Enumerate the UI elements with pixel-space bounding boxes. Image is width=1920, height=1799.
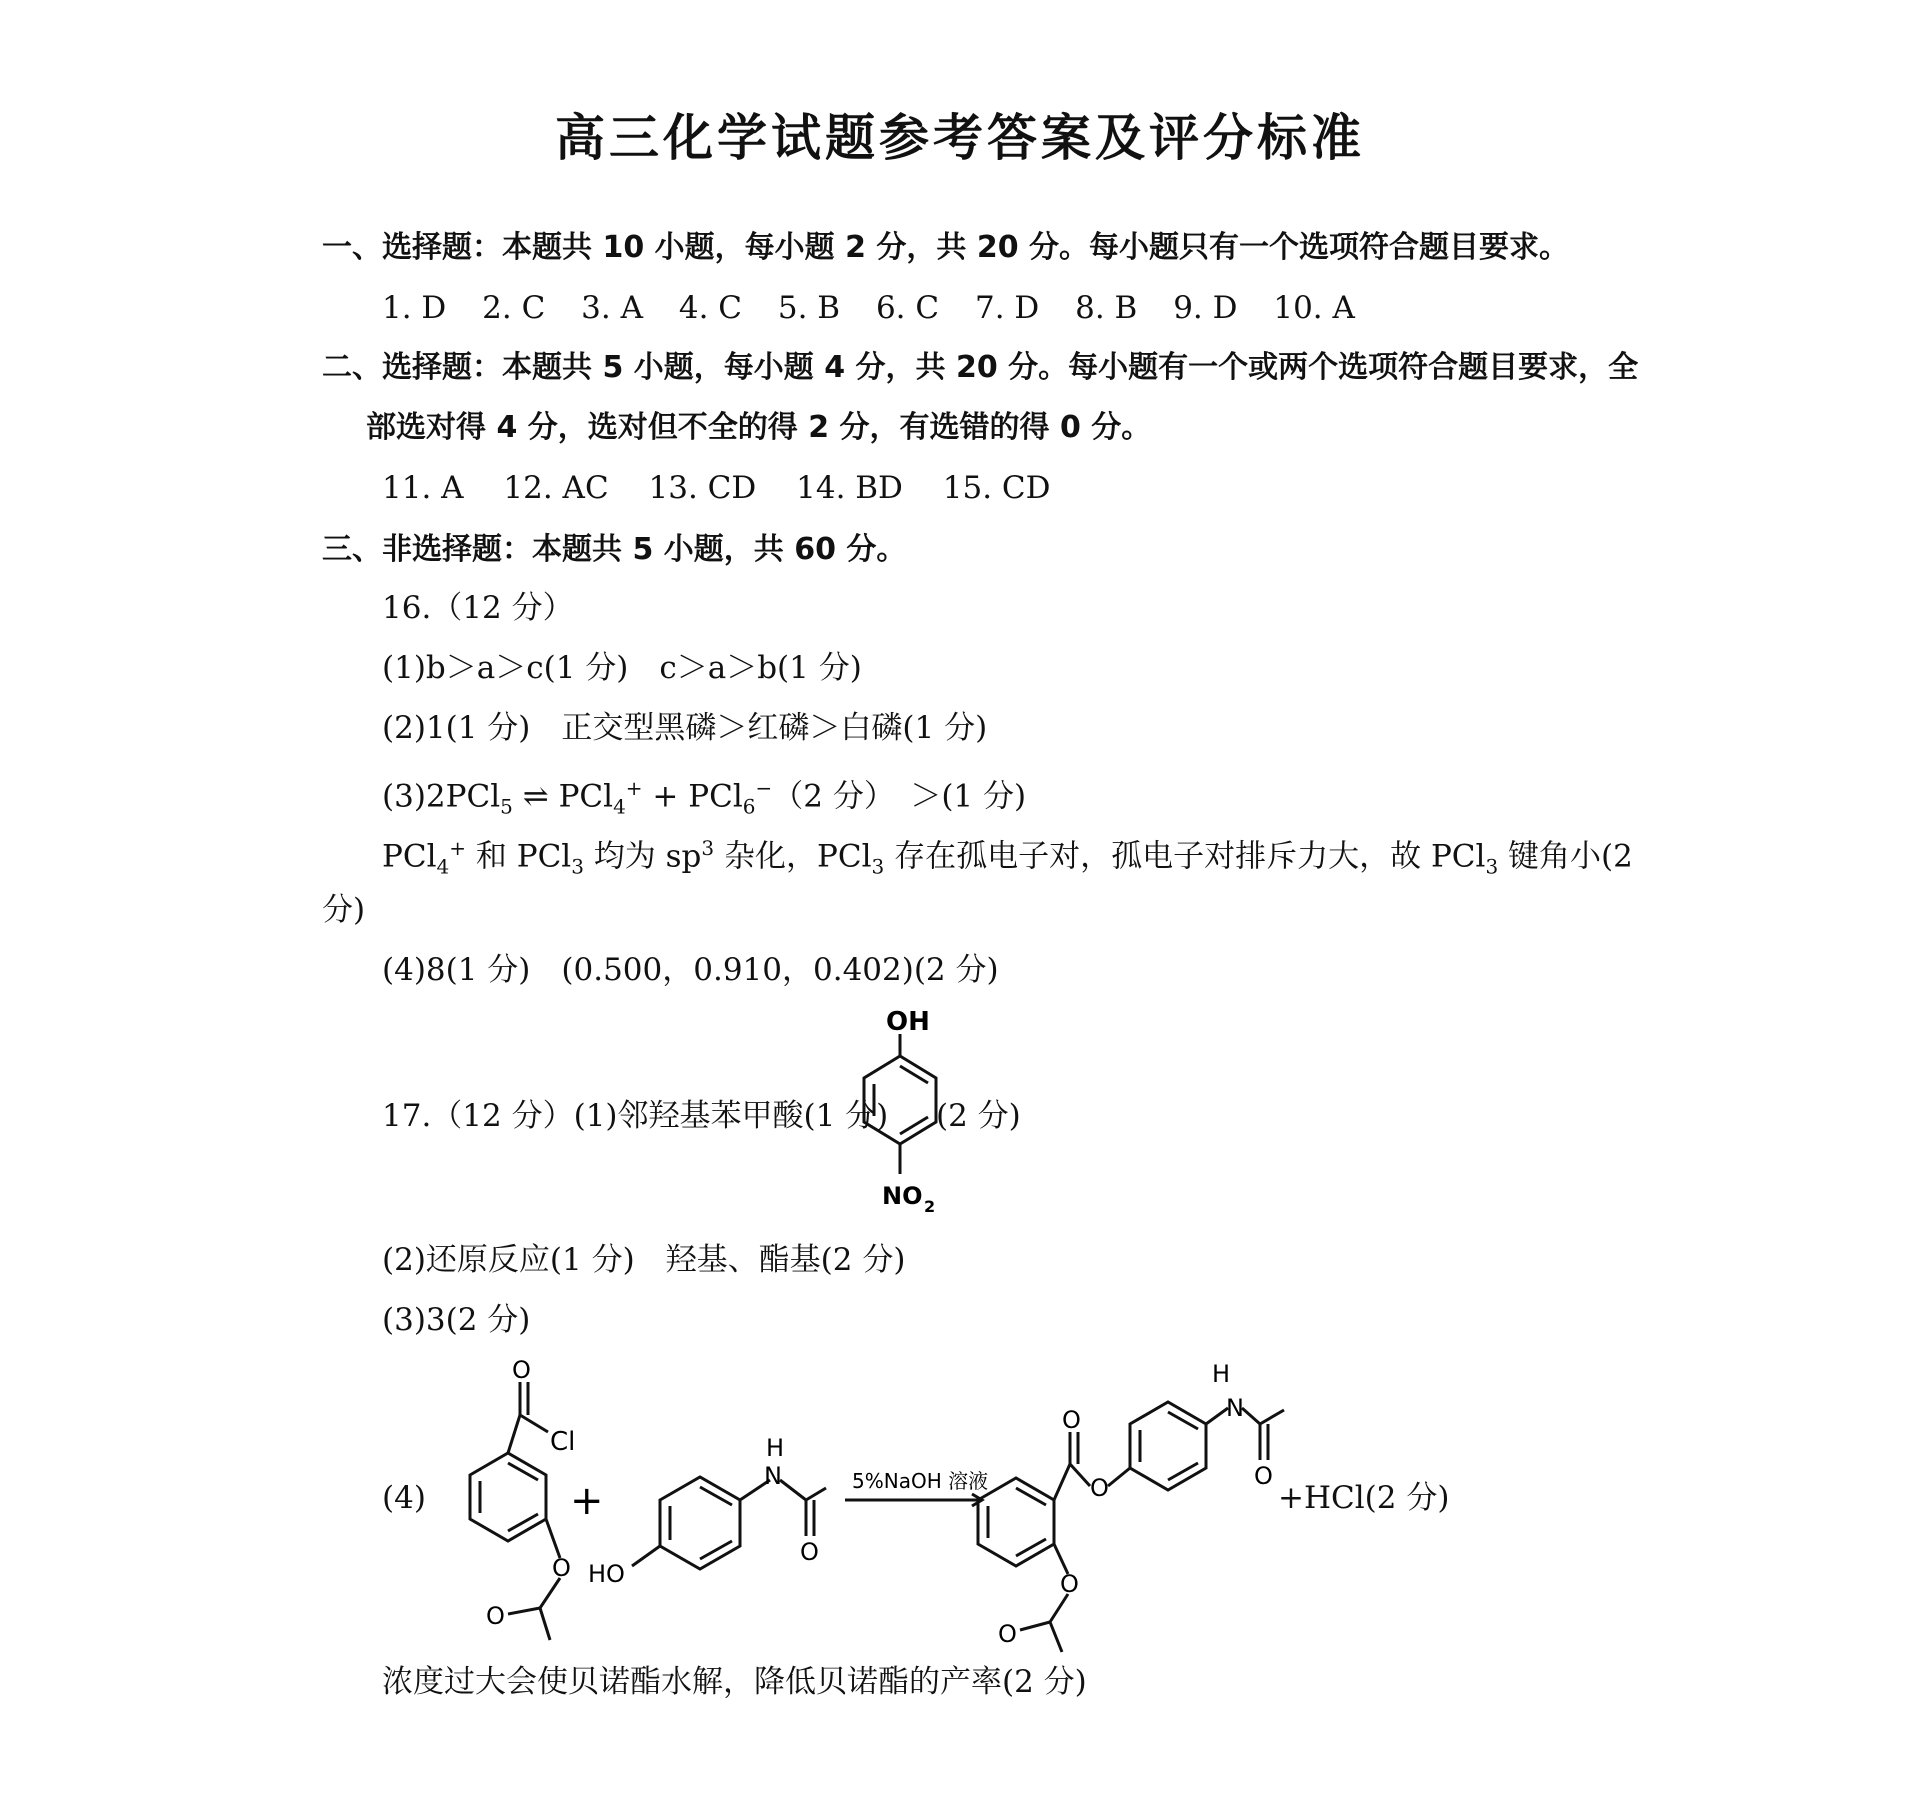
atom-ho-label: HO <box>588 1560 625 1588</box>
exp-sub: 4 <box>436 854 450 879</box>
q17-part4-note: 浓度过大会使贝诺酯水解，降低贝诺酯的产率(2 分) <box>382 1664 1087 1700</box>
section3-header: 三、非选择题：本题共 5 小题，共 60 分。 <box>322 532 907 567</box>
q17-part2: (2)还原反应(1 分) 羟基、酯基(2 分) <box>382 1242 906 1278</box>
eq-text: PCl <box>558 778 614 815</box>
eq-text: (3)2PCl <box>382 778 501 815</box>
q17-part4-product-tail: +HCl(2 分) <box>1278 1480 1450 1516</box>
exp-text: 存在孤电子对，孤电子对排斥力大，故 PCl <box>884 838 1486 875</box>
eq-text: （2 分） ＞(1 分) <box>772 778 1027 815</box>
atom-h-label: H <box>766 1434 785 1462</box>
eq-sup: − <box>755 776 773 800</box>
answer-item: 3. A <box>581 290 643 326</box>
atom-o-label: O <box>1060 1570 1079 1598</box>
answer-item: 9. D <box>1173 290 1238 326</box>
answer-item: 2. C <box>482 290 546 326</box>
atom-o-label: O <box>1254 1462 1273 1490</box>
no2-label: NO <box>882 1182 923 1210</box>
exp-sub: 3 <box>1485 854 1499 879</box>
q16-part1: (1)b＞a＞c(1 分) c＞a＞b(1 分) <box>382 650 862 686</box>
answer-item: 15. CD <box>942 470 1051 506</box>
answer-item: 6. C <box>875 290 940 326</box>
atom-o-label: O <box>998 1620 1017 1648</box>
oh-label: OH <box>886 1007 930 1037</box>
q16-title: 16.（12 分） <box>382 590 574 626</box>
q16-part3-explanation <box>382 828 1633 887</box>
exp-text: 键角小(2 <box>1498 838 1633 875</box>
eq-sup: + <box>625 776 643 800</box>
answer-item: 1. D <box>382 290 447 326</box>
section1-answers <box>382 288 1381 328</box>
atom-cl-label: Cl <box>550 1427 576 1457</box>
atom-o-label: O <box>486 1602 505 1630</box>
exp-sup: 3 <box>701 836 715 860</box>
exp-text: 均为 sp <box>583 838 702 875</box>
answer-item: 12. AC <box>503 470 609 506</box>
page-title: 高三化学试题参考答案及评分标准 <box>555 109 1365 167</box>
atom-o-label: O <box>512 1356 531 1384</box>
atom-o-label: O <box>1090 1474 1109 1502</box>
q16-part4: (4)8(1 分) (0.500，0.910，0.402)(2 分) <box>382 952 999 988</box>
exp-text: 和 PCl <box>466 838 572 875</box>
section2-header-line1: 二、选择题：本题共 5 小题，每小题 4 分，共 20 分。每小题有一个或两个选项符合题目要求，全 <box>322 350 1639 385</box>
section2-answers <box>382 468 1081 508</box>
acid-chloride-structure <box>470 1382 560 1640</box>
reaction-conditions: 5%NaOH 溶液 <box>852 1469 989 1493</box>
answer-item: 13. CD <box>648 470 757 506</box>
q16-part3-equation <box>382 768 1026 827</box>
section2-header-line2: 部选对得 4 分，选对但不全的得 2 分，有选错的得 0 分。 <box>366 410 1152 445</box>
exp-sub: 3 <box>871 854 885 879</box>
p-nitrophenol-structure <box>850 1008 950 1228</box>
eq-sub: 5 <box>500 794 513 819</box>
q16-part3-continuation: 分) <box>322 892 366 928</box>
atom-h-label: H <box>1212 1360 1231 1388</box>
exp-sup: + <box>449 836 466 860</box>
no2-subscript: 2 <box>924 1197 936 1216</box>
exp-text: PCl <box>382 838 437 875</box>
q17-part1-score: (2 分) <box>936 1098 1021 1134</box>
benorilate-structure <box>978 1402 1284 1652</box>
answer-item: 14. BD <box>796 470 903 506</box>
answer-item: 5. B <box>777 290 841 326</box>
equilibrium-arrow: ⇌ <box>512 778 559 815</box>
paracetamol-structure <box>632 1477 826 1569</box>
atom-o-label: O <box>1062 1406 1081 1434</box>
exp-text: 杂化，PCl <box>714 838 872 875</box>
atom-o-label: O <box>552 1554 571 1582</box>
atom-o-label: O <box>800 1538 819 1566</box>
q16-part2: (2)1(1 分) 正交型黑磷＞红磷＞白磷(1 分) <box>382 710 988 746</box>
answer-item: 7. D <box>974 290 1040 326</box>
exp-sub: 3 <box>571 854 584 879</box>
answer-item: 4. C <box>678 290 743 326</box>
q17-part4-label: (4) <box>382 1480 426 1516</box>
plus-sign: + <box>570 1478 604 1524</box>
benzene-ring <box>660 1477 740 1569</box>
atom-n-label: N <box>764 1462 782 1490</box>
atom-n-label: N <box>1226 1394 1244 1422</box>
q17-part3: (3)3(2 分) <box>382 1302 531 1338</box>
answer-item: 8. B <box>1075 290 1138 326</box>
answer-item: 11. A <box>382 470 464 506</box>
eq-text: + PCl <box>642 778 743 815</box>
answer-item: 10. A <box>1273 290 1355 326</box>
q17-part1: 17.（12 分）(1)邻羟基苯甲酸(1 分) <box>382 1098 889 1134</box>
section1-header: 一、选择题：本题共 10 小题，每小题 2 分，共 20 分。每小题只有一个选项符合题目要求。 <box>322 230 1570 265</box>
eq-sub: 6 <box>742 794 756 819</box>
eq-sub: 4 <box>613 794 626 819</box>
